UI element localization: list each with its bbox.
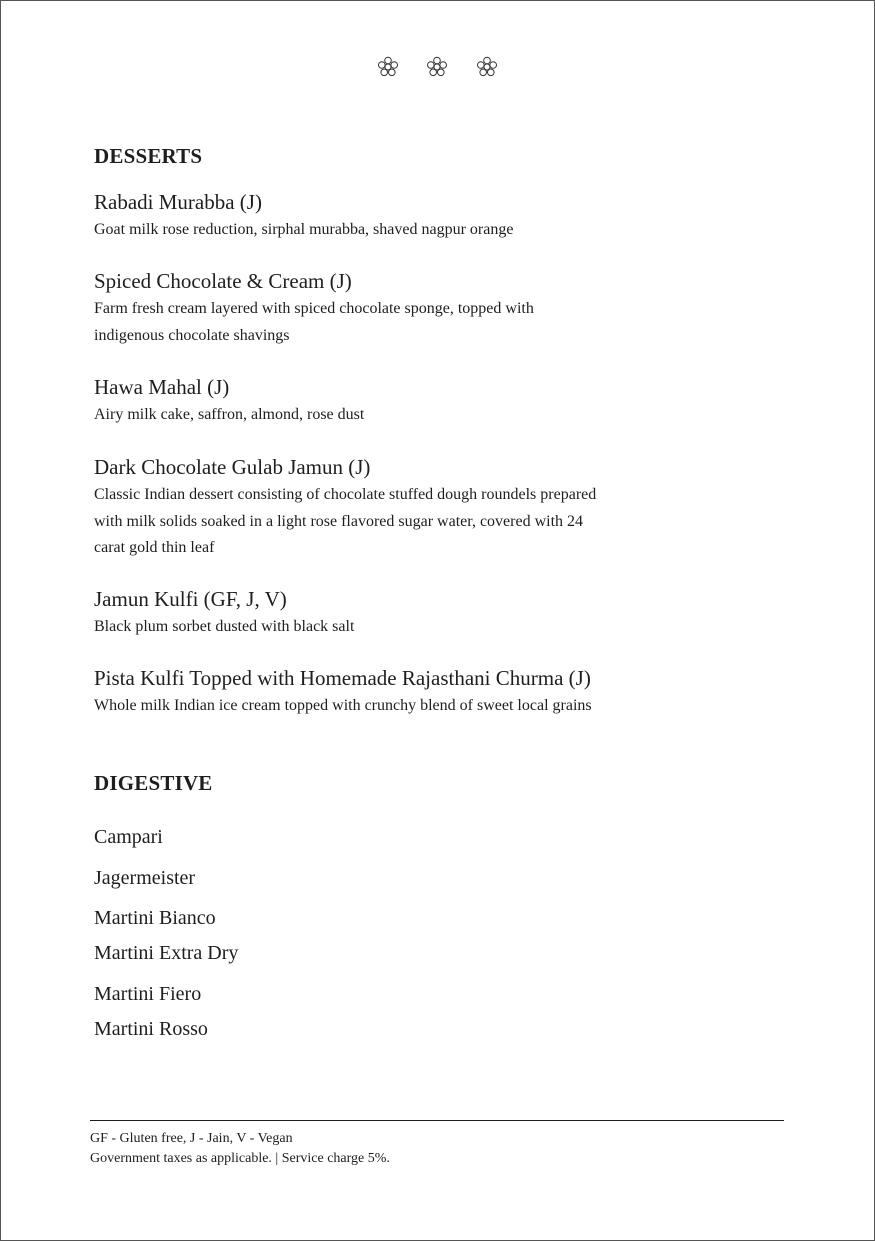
dessert-description: Black plum sorbet dusted with black salt	[94, 618, 355, 635]
digestive-item: Campari	[94, 826, 163, 848]
flower-icon	[376, 55, 400, 79]
description-line: Farm fresh cream layered with spiced chocolate sponge, topped with	[94, 300, 534, 317]
description-line: with milk solids soaked in a light rose flavored sugar water, covered with 24	[94, 512, 584, 530]
desserts-heading: DESSERTS	[94, 144, 203, 168]
flower-icon	[425, 55, 449, 79]
dessert-item	[94, 665, 794, 720]
dessert-name: Dark Chocolate Gulab Jamun (J)	[94, 455, 371, 479]
flower-icon	[475, 55, 499, 79]
digestive-item: Martini Extra Dry	[94, 942, 239, 964]
tax-note: Government taxes as applicable. | Service charge 5%.	[90, 1151, 390, 1166]
footer-divider	[90, 1120, 784, 1121]
description-line: indigenous chocolate shavings	[94, 326, 290, 344]
digestive-item: Martini Fiero	[94, 983, 202, 1005]
dessert-item	[94, 189, 694, 244]
dessert-name: Pista Kulfi Topped with Homemade Rajasthani Churma (J)	[94, 666, 591, 690]
description-line: Classic Indian dessert consisting of chocolate stuffed dough roundels prepared	[94, 486, 597, 503]
dessert-item	[94, 586, 694, 641]
dietary-legend: GF - Gluten free, J - Jain, V - Vegan	[90, 1131, 293, 1146]
digestive-heading: DIGESTIVE	[94, 771, 213, 795]
dessert-name: Jamun Kulfi (GF, J, V)	[94, 587, 287, 611]
digestive-item: Martini Rosso	[94, 1018, 208, 1040]
digestive-item: Martini Bianco	[94, 907, 216, 929]
dessert-item	[94, 454, 694, 562]
dessert-description	[94, 296, 694, 349]
dessert-description: Airy milk cake, saffron, almond, rose dust	[94, 406, 365, 423]
dessert-name: Rabadi Murabba (J)	[94, 190, 262, 214]
dessert-description	[94, 482, 694, 562]
dessert-item	[94, 374, 694, 429]
dessert-description: Goat milk rose reduction, sirphal murabba, shaved nagpur orange	[94, 221, 514, 238]
dessert-item	[94, 268, 694, 349]
dessert-name: Hawa Mahal (J)	[94, 375, 230, 399]
description-line: carat gold thin leaf	[94, 539, 215, 556]
digestive-item: Jagermeister	[94, 867, 196, 889]
header-ornaments	[0, 55, 875, 81]
dessert-name: Spiced Chocolate & Cream (J)	[94, 269, 352, 293]
dessert-description: Whole milk Indian ice cream topped with crunchy blend of sweet local grains	[94, 697, 592, 714]
